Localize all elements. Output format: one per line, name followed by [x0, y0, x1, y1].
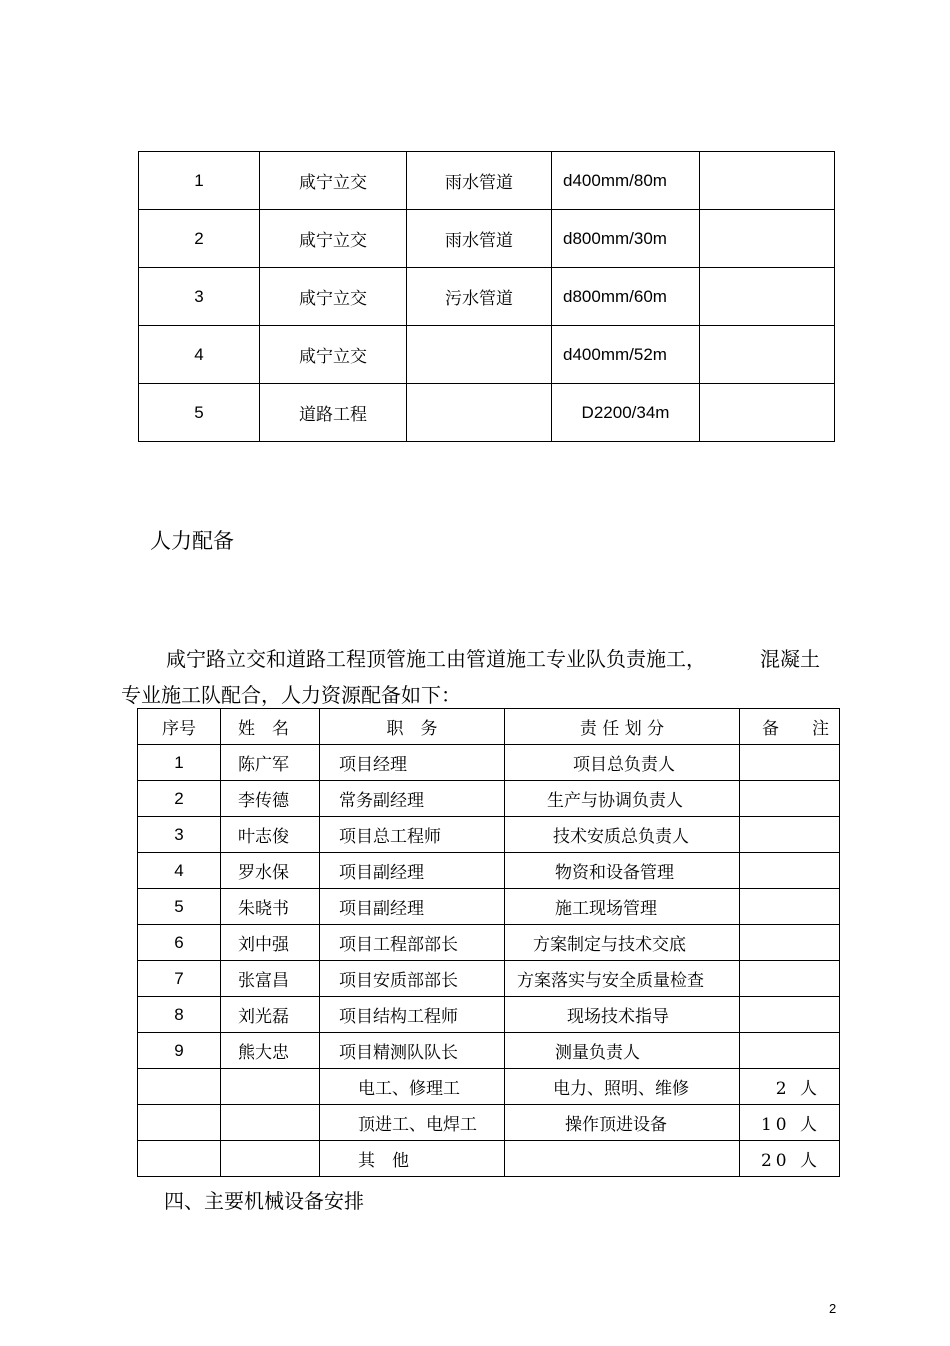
staff-duty: 电力、照明、维修 [505, 1069, 740, 1105]
staff-name: 熊大忠 [221, 1033, 320, 1069]
staff-note [740, 1033, 840, 1069]
staff-role: 项目副经理 [320, 853, 505, 889]
staff-name: 叶志俊 [221, 817, 320, 853]
staff-note [740, 925, 840, 961]
table-row [138, 925, 840, 961]
staff-role: 电工、修理工 [320, 1069, 505, 1105]
staff-number: 8 [138, 997, 221, 1033]
pipe-type-cell: 雨水管道 [407, 152, 552, 210]
staff-note [740, 817, 840, 853]
row-number: 2 [139, 210, 260, 268]
staff-duty: 现场技术指导 [505, 997, 740, 1033]
row-number: 4 [139, 326, 260, 384]
location-cell: 咸宁立交 [260, 210, 407, 268]
section-heading: 人力配备 [150, 529, 234, 553]
staff-name: 朱晓书 [221, 889, 320, 925]
staff-duty: 技术安质总负责人 [505, 817, 740, 853]
staff-name: 陈广军 [221, 745, 320, 781]
pipe-jacking-table [138, 151, 835, 442]
pipe-type-cell: 雨水管道 [407, 210, 552, 268]
paragraph-line-2: 专业施工队配合，人力资源配备如下： [121, 683, 461, 707]
paragraph-line-1-tail: 混凝土 [760, 647, 820, 671]
staff-number: 1 [138, 745, 221, 781]
staff-note [740, 745, 840, 781]
staff-duty: 方案落实与安全质量检查 [505, 961, 740, 997]
staff-duty: 测量负责人 [505, 1033, 740, 1069]
staff-name [221, 1141, 320, 1177]
header-no: 序号 [138, 709, 221, 745]
staff-role: 项目精测队队长 [320, 1033, 505, 1069]
staff-role: 项目经理 [320, 745, 505, 781]
staff-role: 其 他 [320, 1141, 505, 1177]
staff-name: 李传德 [221, 781, 320, 817]
staff-number: 6 [138, 925, 221, 961]
location-cell: 咸宁立交 [260, 152, 407, 210]
location-cell: 道路工程 [260, 384, 407, 442]
location-cell: 咸宁立交 [260, 268, 407, 326]
table-row [138, 961, 840, 997]
pipe-type-cell [407, 384, 552, 442]
next-section-heading: 四、主要机械设备安排 [164, 1189, 364, 1213]
table-row [138, 889, 840, 925]
table-row [138, 997, 840, 1033]
table-row [138, 1141, 840, 1177]
spec-cell: d400mm/52m [552, 326, 700, 384]
note-cell [700, 152, 835, 210]
staff-note [740, 781, 840, 817]
spec-cell: d800mm/30m [552, 210, 700, 268]
staff-role: 项目结构工程师 [320, 997, 505, 1033]
staff-table [137, 708, 840, 1177]
note-cell [700, 384, 835, 442]
spec-cell: D2200/34m [552, 384, 700, 442]
staff-name: 刘中强 [221, 925, 320, 961]
staff-name [221, 1105, 320, 1141]
note-cell [700, 326, 835, 384]
row-number: 1 [139, 152, 260, 210]
table-row [138, 853, 840, 889]
table-row [138, 1105, 840, 1141]
note-cell [700, 268, 835, 326]
staff-table-header [138, 709, 840, 745]
pipe-table-row [139, 384, 835, 442]
staff-number: 2 [138, 781, 221, 817]
staff-duty: 操作顶进设备 [505, 1105, 740, 1141]
pipe-table-row [139, 152, 835, 210]
staff-table-body [138, 745, 840, 1177]
staff-role: 顶进工、电焊工 [320, 1105, 505, 1141]
spec-cell: d400mm/80m [552, 152, 700, 210]
staff-role: 项目总工程师 [320, 817, 505, 853]
staff-note: 2 人 [740, 1069, 840, 1105]
staff-number [138, 1141, 221, 1177]
staff-duty [505, 1141, 740, 1177]
location-cell: 咸宁立交 [260, 326, 407, 384]
staff-number: 4 [138, 853, 221, 889]
staff-note: 10 人 [740, 1105, 840, 1141]
staff-role: 项目副经理 [320, 889, 505, 925]
header-note: 备 注 [740, 709, 840, 745]
table-row [138, 1033, 840, 1069]
table-row [138, 781, 840, 817]
staff-number [138, 1069, 221, 1105]
staff-duty: 施工现场管理 [505, 889, 740, 925]
staff-duty: 物资和设备管理 [505, 853, 740, 889]
staff-duty: 项目总负责人 [505, 745, 740, 781]
staff-name: 罗水保 [221, 853, 320, 889]
pipe-table-row [139, 268, 835, 326]
staff-name: 张富昌 [221, 961, 320, 997]
paragraph-line-1: 咸宁路立交和道路工程顶管施工由管道施工专业队负责施工， [166, 647, 706, 671]
staff-name: 刘光磊 [221, 997, 320, 1033]
staff-role: 项目工程部部长 [320, 925, 505, 961]
staff-number [138, 1105, 221, 1141]
table-row [138, 1069, 840, 1105]
row-number: 5 [139, 384, 260, 442]
staff-number: 9 [138, 1033, 221, 1069]
pipe-type-cell [407, 326, 552, 384]
page-number: 2 [829, 1301, 837, 1316]
staff-duty: 方案制定与技术交底 [505, 925, 740, 961]
staff-number: 7 [138, 961, 221, 997]
staff-duty: 生产与协调负责人 [505, 781, 740, 817]
pipe-table-row [139, 210, 835, 268]
staff-name [221, 1069, 320, 1105]
pipe-table-body [139, 152, 835, 442]
row-number: 3 [139, 268, 260, 326]
table-row [138, 745, 840, 781]
header-duty: 责 任 划 分 [505, 709, 740, 745]
header-role: 职 务 [320, 709, 505, 745]
pipe-table-row [139, 326, 835, 384]
note-cell [700, 210, 835, 268]
header-name: 姓 名 [221, 709, 320, 745]
staff-note [740, 997, 840, 1033]
staff-note: 20 人 [740, 1141, 840, 1177]
staff-role: 常务副经理 [320, 781, 505, 817]
pipe-type-cell: 污水管道 [407, 268, 552, 326]
table-row [138, 817, 840, 853]
staff-note [740, 853, 840, 889]
staff-number: 5 [138, 889, 221, 925]
staff-role: 项目安质部部长 [320, 961, 505, 997]
staff-number: 3 [138, 817, 221, 853]
spec-cell: d800mm/60m [552, 268, 700, 326]
staff-note [740, 961, 840, 997]
staff-note [740, 889, 840, 925]
